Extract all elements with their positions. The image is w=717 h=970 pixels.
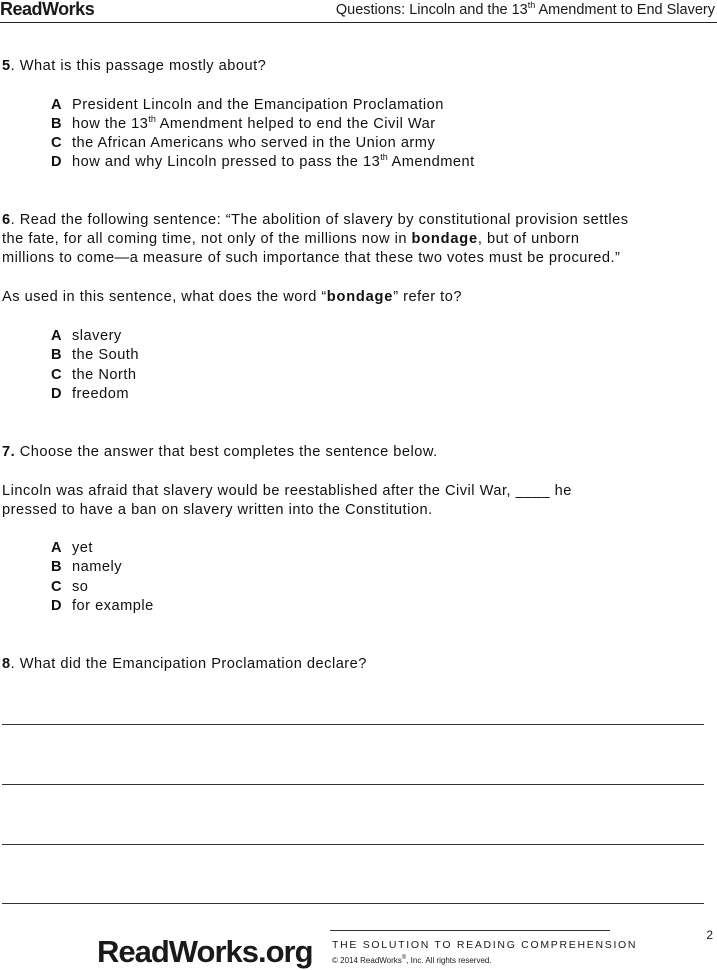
question-5-option-a[interactable]: A President Lincoln and the Emancipation Proclamation <box>51 97 444 113</box>
question-6-quote-line-3: millions to come—a measure of such importance that these two votes must be procured.” <box>2 250 621 266</box>
question-7-option-d[interactable]: D for example <box>51 598 154 614</box>
readworks-logo: ReadWorks <box>0 0 95 19</box>
page-footer <box>0 920 717 970</box>
page-number: 2 <box>706 928 713 942</box>
answer-line-1[interactable] <box>2 724 704 725</box>
answer-line-4[interactable] <box>2 903 704 904</box>
question-6-prompt: 6. Read the following sentence: “The abolition of slavery by constitutional provision settles <box>2 212 629 228</box>
question-6-option-c[interactable]: C the North <box>51 367 137 383</box>
answer-line-2[interactable] <box>2 784 704 785</box>
question-6-ask: As used in this sentence, what does the word “bondage” refer to? <box>2 289 462 305</box>
footer-tagline: THE SOLUTION TO READING COMPREHENSION <box>332 939 638 951</box>
header-divider <box>0 22 717 23</box>
question-7-option-b[interactable]: B namely <box>51 559 123 575</box>
question-6-option-d[interactable]: D freedom <box>51 386 130 402</box>
readworks-org-logo: ReadWorks.org <box>97 934 313 969</box>
question-5-prompt: 5. What is this passage mostly about? <box>2 58 267 74</box>
question-5-option-c[interactable]: C the African Americans who served in the Union army <box>51 135 436 151</box>
question-8-prompt: 8. What did the Emancipation Proclamation declare? <box>2 656 367 672</box>
question-7-sentence-line-2: pressed to have a ban on slavery written into the Constitution. <box>2 502 433 518</box>
answer-line-3[interactable] <box>2 844 704 845</box>
page-header <box>0 0 717 24</box>
question-6-option-b[interactable]: B the South <box>51 347 139 363</box>
question-7-option-a[interactable]: A yet <box>51 540 93 556</box>
question-7-sentence-line-1: Lincoln was afraid that slavery would be reestablished after the Civil War, ____ he <box>2 483 572 499</box>
question-7-option-c[interactable]: C so <box>51 579 89 595</box>
footer-divider <box>330 930 610 931</box>
question-6-quote-line-2: the fate, for all coming time, not only of the millions now in bondage, but of unborn <box>2 231 580 247</box>
question-6-option-a[interactable]: A slavery <box>51 328 122 344</box>
page-header-title: Questions: Lincoln and the 13th Amendment to End Slavery <box>335 0 715 18</box>
question-5-option-d[interactable]: D how and why Lincoln pressed to pass the 13th Amendment <box>51 152 475 170</box>
question-5-option-b[interactable]: B how the 13th Amendment helped to end the Civil War <box>51 114 436 132</box>
question-7-prompt: 7. Choose the answer that best completes the sentence below. <box>2 444 438 460</box>
footer-copyright: © 2014 ReadWorks®, Inc. All rights reserved. <box>332 955 492 965</box>
